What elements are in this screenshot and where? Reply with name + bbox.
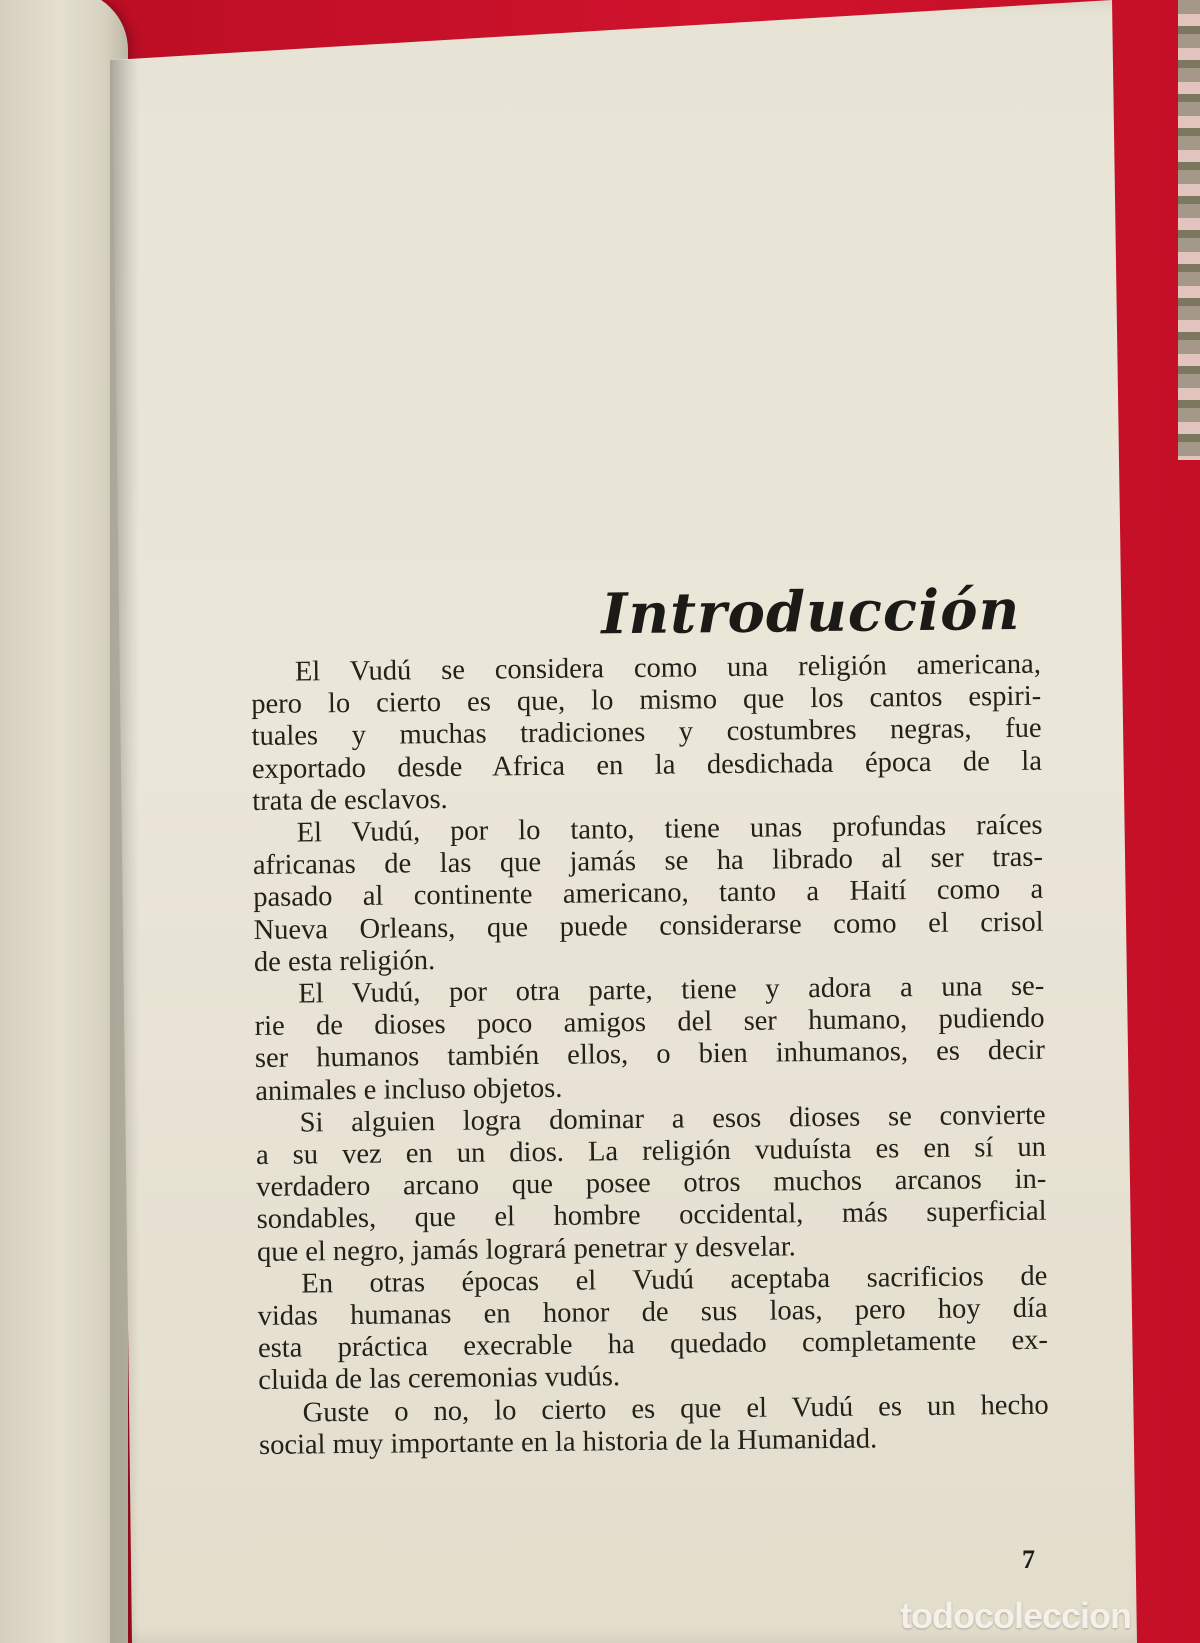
text-line: ser humanos también ellos, o bien inhumanos, es decir [254, 1035, 1046, 1075]
text-line: africanas de las que jamás se ha librado al ser tras- [252, 841, 1044, 882]
book-gutter-shadow [110, 60, 140, 1643]
paragraph [251, 649, 1043, 818]
paragraph [252, 810, 1044, 979]
paragraph [255, 1100, 1047, 1269]
text-line: rie de dioses poco amigos del ser humano, pudiendo [254, 1002, 1045, 1043]
watermark-logo: todocoleccion [900, 1595, 1132, 1636]
text-line: a su vez en un dios. La religión vuduísta es en sí un [255, 1131, 1047, 1172]
text-line: cluida de las ceremonias vudús. [258, 1361, 621, 1397]
paragraph [259, 1389, 1050, 1462]
chapter-title: Introducción [600, 576, 1021, 648]
text-line: tuales y muchas tradiciones y costumbres negras, fue [251, 713, 1042, 753]
fabric-edge [1178, 0, 1200, 460]
text-line: animales e incluso objetos. [255, 1072, 563, 1107]
page-number: 7 [1022, 1545, 1035, 1574]
text-line: El Vudú, por otra parte, tiene y adora a una se- [298, 970, 1045, 1010]
text-line: trata de esclavos. [252, 783, 448, 817]
text-line: Guste o no, lo cierto es que el Vudú es un hecho [302, 1389, 1049, 1429]
text-line: verdadero arcano que posee otros muchos arcanos in- [256, 1163, 1047, 1204]
text-line: exportado desde Africa en la desdichada época de la [251, 745, 1043, 785]
text-line: esta práctica execrable ha quedado completamente ex- [257, 1324, 1049, 1365]
text-line: El Vudú se considera como una religión americana, [294, 648, 1042, 688]
paragraph [257, 1261, 1048, 1398]
page-text-block [250, 577, 1049, 1462]
text-line: El Vudú, por lo tanto, tiene unas profundas raíces [296, 809, 1043, 849]
text-line: de esta religión. [253, 944, 436, 978]
text-line: Nueva Orleans, que puede considerarse como el crisol [253, 906, 1044, 946]
text-line: Si alguien logra dominar a esos dioses se convierte [299, 1099, 1046, 1139]
text-line: pero lo cierto es que, lo mismo que los cantos espiri- [251, 680, 1042, 721]
text-line: que el negro, jamás logrará penetrar y desvelar. [256, 1230, 797, 1268]
paragraph [254, 971, 1045, 1108]
text-line: pasado al continente americano, tanto a Haití como a [253, 874, 1044, 914]
text-line: sondables, que el hombre occidental, más superficial [256, 1196, 1047, 1236]
text-line: vidas humanas en honor de sus loas, pero hoy día [257, 1292, 1048, 1333]
left-page-edge [0, 0, 128, 1643]
text-line: En otras épocas el Vudú aceptaba sacrificios de [301, 1260, 1048, 1300]
text-line: social muy importante en la historia de la Humanidad. [258, 1423, 878, 1461]
